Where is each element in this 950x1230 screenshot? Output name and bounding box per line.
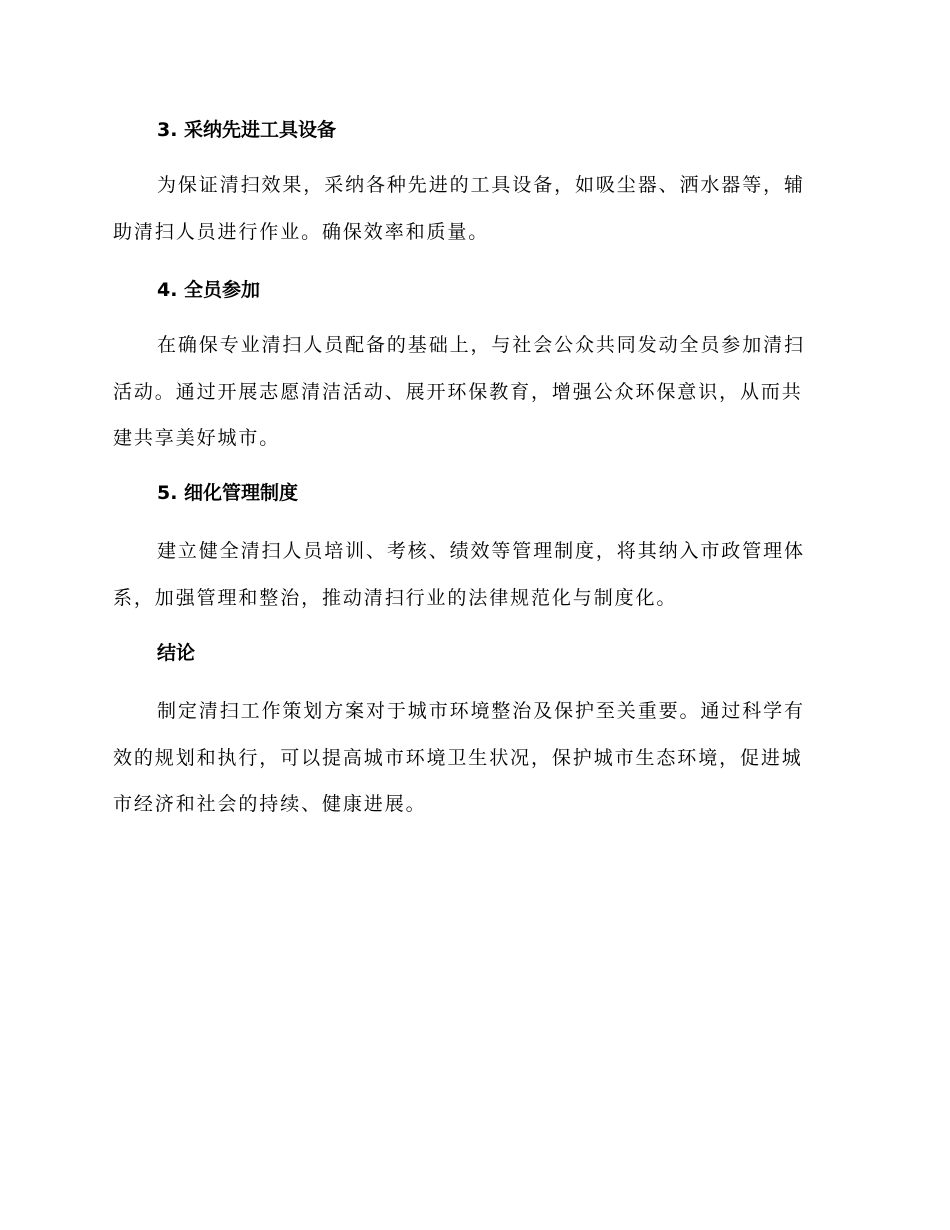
paragraph-line: 建立健全清扫人员培训、考核、绩效等管理制度，将其纳入市政管理体 [157,540,805,562]
section-heading: 4. 全员参加 [157,279,261,301]
paragraph [113,162,843,255]
section-heading: 5. 细化管理制度 [157,482,299,504]
paragraph [113,322,843,462]
paragraph-line: 在确保专业清扫人员配备的基础上，与社会公众共同发动全员参加清扫 [157,334,805,356]
paragraph [113,688,843,828]
section-heading: 结论 [157,642,196,664]
paragraph [113,528,843,621]
paragraph-line: 活动。通过开展志愿清洁活动、展开环保教育，增强公众环保意识，从而共 [113,380,803,403]
section-heading: 3. 采纳先进工具设备 [157,119,337,141]
paragraph-line: 为保证清扫效果，采纳各种先进的工具设备，如吸尘器、洒水器等，辅 [157,174,805,196]
paragraph-line: 效的规划和执行，可以提高城市环境卫生状况，保护城市生态环境，促进城 [113,746,803,769]
paragraph-line: 系，加强管理和整治，推动清扫行业的法律规范化与制度化。 [113,586,678,609]
paragraph-line: 建共享美好城市。 [113,427,281,449]
paragraph-line: 市经济和社会的持续、健康进展。 [113,793,427,815]
paragraph-line: 助清扫人员进行作业。确保效率和质量。 [113,220,490,243]
paragraph-line: 制定清扫工作策划方案对于城市环境整治及保护至关重要。通过科学有 [157,700,805,722]
